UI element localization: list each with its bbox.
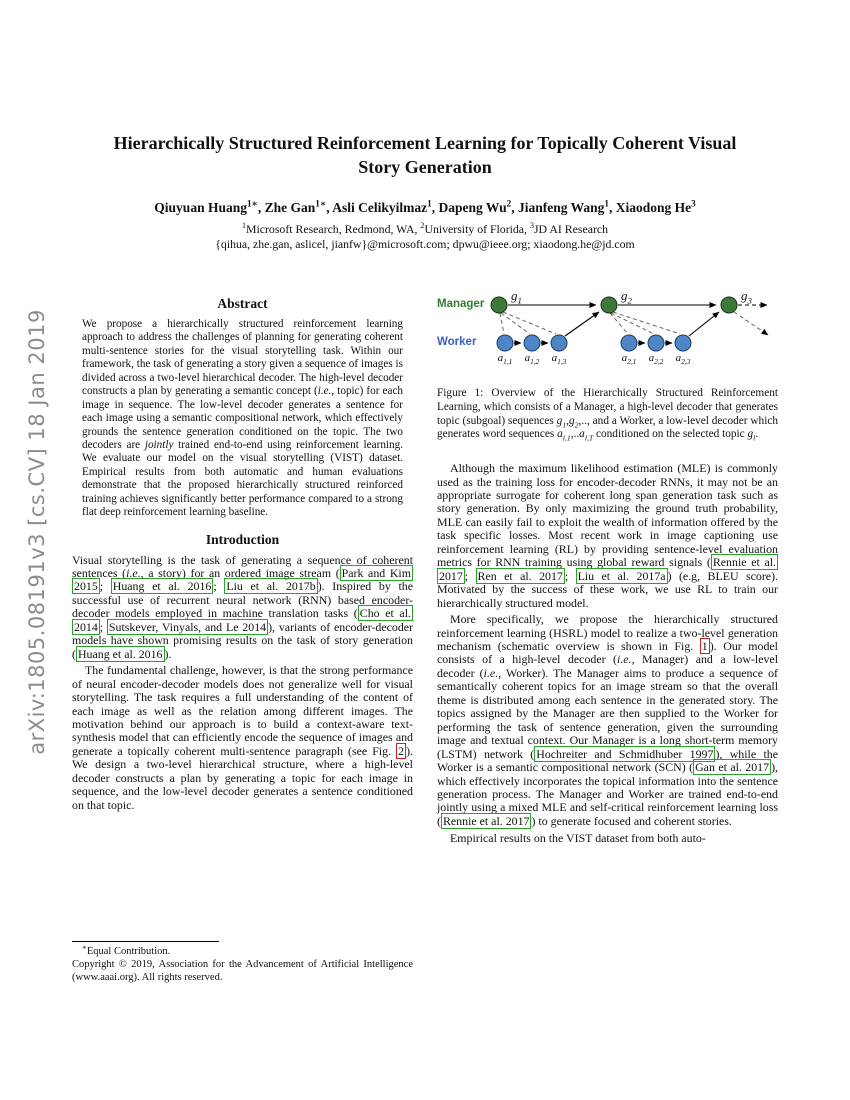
- left-column: [72, 296, 413, 815]
- manager-node: [491, 297, 507, 313]
- goal-label: $g_2$: [621, 288, 632, 306]
- citation-link[interactable]: Liu et al. 2017b: [226, 579, 316, 594]
- affiliations-line: $^1$Microsoft Research, Redmond, WA, $^2$University of Florida, $^3$JD AI Research: [241, 221, 609, 236]
- citation-link[interactable]: Cho et al. 2014: [74, 606, 411, 634]
- paragraph: More specifically, we propose the hierarchically structured reinforcement learning (HSRL) model to realize a two-level generation mechanism (schematic overview is shown in Fig. 1 ). Our model consists of a high-level decoder (i.e., Manager) and a low-level decoder (i.e., Worker). The Manager aims to produce a sequence of semantically coherent topics for an image stream so that the overall theme is distributed among each sentence in the generated story. The topics assigned by the Manager are then supplied to the Worker for performing the task of sentence generation, given the surrounding image and textual context. Our Manager is a long short-term memory (LSTM) network ( Hochreiter and Schmidhuber 1997 ), while the Worker is a semantic compositional network (SCN) ( Gan et al. 2017 ), which effectively incorporates the topical information into the sentence generation process. The Manager and Worker are trained end-to-end jointly using a mixed MLE and self-critical reinforcement learning loss ( Rennie et al. 2017 ) to generate focused and coherent stories.: [437, 612, 779, 828]
- goal-label: $g_1$: [511, 288, 522, 306]
- arxiv-watermark: arXiv:1805.08191v3 [cs.CV] 18 Jan 2019: [25, 309, 49, 755]
- footnote: [72, 941, 413, 984]
- action-label: $a_{2,3}$: [675, 352, 691, 367]
- abstract-text: We propose a hierarchically structured reinforcement learning approach to address the challenges of planning for generating coherent multi-sentence stories for the visual storytelling task. Within our framework, the task of generating a story given a sequence of images is divided across a two-level hierarchical decoder. The high-level decoder constructs a plan by generating a semantic concept (i.e., topic) for each image in sequence. The low-level decoder generates a sentence for each image using a semantic compositional network, which effectively grounds the sentence generation conditioned on the topic. The two decoders are jointly trained end-to-end using reinforcement learning. We evaluate our model on the visual storytelling (VIST) dataset. Empirical results from both automatic and human evaluations demonstrate that the proposed hierarchically structured reinforced training achieves significantly better performance compared to a strong flat deep reinforcement learning baseline.: [82, 318, 403, 519]
- citation-link[interactable]: Hochreiter and Schmidhuber 1997: [536, 746, 714, 761]
- goal-label: $g_3$: [741, 288, 752, 306]
- worker-node: [551, 335, 567, 351]
- worker-to-manager-arrow: [689, 312, 719, 336]
- citation-link[interactable]: Rennie et al. 2017: [439, 555, 777, 583]
- citation-link[interactable]: Park and Kim 2015: [74, 566, 411, 594]
- subgoal-dashed-link: [500, 313, 504, 334]
- title-line-1: Hierarchically Structured Reinforcement Learning for Topically Coherent Visual: [113, 133, 737, 153]
- worker-to-manager-arrow: [565, 312, 599, 336]
- title-line-2: Story Generation: [358, 157, 492, 178]
- figure-reference-link[interactable]: 1: [701, 639, 708, 654]
- worker-node: [497, 335, 513, 351]
- paragraph: Empirical results on the VIST dataset from both auto-: [450, 831, 706, 846]
- subgoal-dashed-link: [734, 312, 768, 335]
- paragraph: The fundamental challenge, however, is that the strong performance of neural encoder-decoder models does not generalize well for visual storytelling. The task requires a full understanding of the content of each image as well as the relation among different images. The motivation behind our approach is to build a context-aware text-synthesis model that can efficiently encode the sequence of images and generate a topically coherent multi-sentence paragraph (see Fig. 2 ). We design a two-level hierarchical structure, where a high-level decoder constructs a plan by generating a topic for each image in sequence, and the low-level decoder generates a sentence conditioned on that topic.: [72, 663, 413, 812]
- citation-link[interactable]: Huang et al. 2016: [77, 646, 163, 661]
- footnote-rule: [72, 941, 219, 942]
- worker-node: [524, 335, 540, 351]
- footnote-equal-contribution: ∗Equal Contribution.: [82, 943, 171, 957]
- subgoal-dashed-link: [501, 313, 530, 334]
- citation-link[interactable]: Rennie et al. 2017: [442, 813, 530, 828]
- figure-diagram: [437, 291, 778, 379]
- footnote-copyright: Copyright © 2019, Association for the Advancement of Artificial Intelligence (www.aaai.org). All rights reserved.: [72, 958, 413, 983]
- manager-node: [601, 297, 617, 313]
- authors-line: Qiuyuan Huang$^{1∗}$, Zhe Gan$^{1∗}$, Asli Celikyilmaz$^1$, Dapeng Wu$^2$, Jianfeng Wang$^1$, Xiaodong He$^3$: [154, 198, 696, 215]
- citation-link[interactable]: Huang et al. 2016: [112, 579, 212, 594]
- manager-label: Manager: [437, 298, 485, 310]
- paragraph: Visual storytelling is the task of generating a sequence of coherent sentences (i.e., a story) for an ordered image stream ( Park and Kim 2015 ; Huang et al. 2016 ; Liu et al. 2017b ). Inspired by the successful use of recurrent neural network (RNN) based encoder-decoder models employed in machine translation tasks ( Cho et al. 2014 ; Sutskever, Vinyals, and Le 2014 ), variants of encoder-decoder models have shown promising results on the task of story generation ( Huang et al. 2016 ).: [72, 552, 413, 661]
- worker-node: [648, 335, 664, 351]
- paragraph: Although the maximum likelihood estimation (MLE) is commonly used as the training loss for encoder-decoder RNNs, it may not be an appropriate surrogate for coherent long span generation task such as story generation. By only maximizing the ground truth probability, MLE can easily fail to exploit the wealth of information offered by the task specific losses. Most recent work in image captioning use reinforcement learning (RL) by providing sentence-level evaluation metrics for RNN training using global reward signals ( Rennie et al. 2017 ; Ren et al. 2017 ; Liu et al. 2017a ) (e.g, BLEU score). Motivated by the success of these work, we use RL to train our hierarchically structured model.: [437, 461, 778, 610]
- action-label: $a_{1,3}$: [551, 352, 567, 367]
- action-label: $a_{1,2}$: [524, 352, 540, 367]
- introduction-heading: Introduction: [205, 531, 280, 547]
- figure-caption: Figure 1: Overview of the Hierarchically Structured Reinforcement Learning, which consists of a Manager, a high-level decoder that generates topic (subgoal) sequences $g_1,g_2$,.., and a Worker, a low-level decoder which generates word sequences $a_{l,1},..a_{l,T}$ conditioned on the selected topic $g_l$.: [437, 387, 779, 443]
- citation-link[interactable]: Liu et al. 2017a: [577, 568, 666, 583]
- action-label: $a_{1,1}$: [497, 352, 513, 367]
- worker-node: [675, 335, 691, 351]
- emails-line: {qihua, zhe.gan, aslicel, jianfw}@microsoft.com; dpwu@ieee.org; xiaodong.he@jd.com: [215, 237, 635, 251]
- subgoal-dashed-link: [613, 312, 680, 334]
- subgoal-dashed-link: [610, 313, 628, 334]
- figure-1: [437, 288, 778, 379]
- figure-reference-link[interactable]: 2: [398, 743, 405, 758]
- worker-label: Worker: [437, 336, 477, 348]
- paper-title: [75, 131, 775, 180]
- manager-node: [721, 297, 737, 313]
- right-column: [437, 288, 779, 849]
- subgoal-dashed-link: [503, 312, 556, 334]
- citation-link[interactable]: Gan et al. 2017: [695, 760, 770, 775]
- abstract-heading: Abstract: [217, 296, 268, 311]
- citation-link[interactable]: Sutskever, Vinyals, and Le 2014: [108, 619, 267, 634]
- action-label: $a_{2,2}$: [648, 352, 664, 367]
- citation-link[interactable]: Ren et al. 2017: [477, 568, 563, 583]
- worker-node: [621, 335, 637, 351]
- action-label: $a_{2,1}$: [621, 352, 637, 367]
